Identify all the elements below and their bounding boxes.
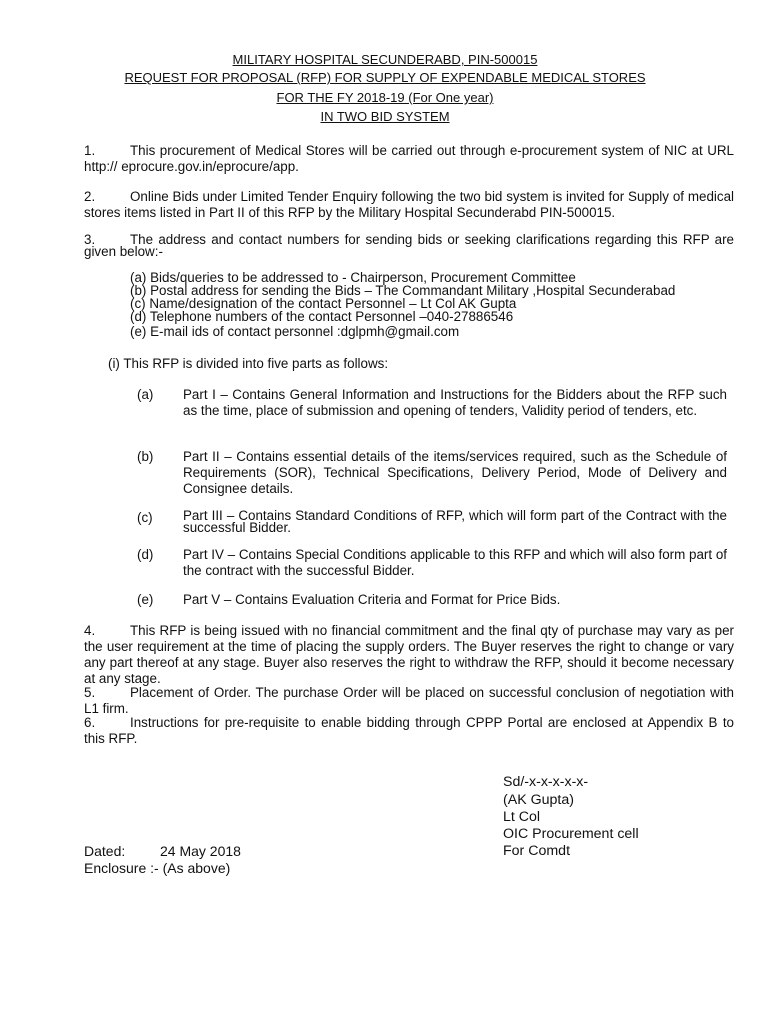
- paragraph-number: 6.: [84, 715, 96, 730]
- paragraph-text: This RFP is being issued with no financial commitment and the final qty of purchase may vary as per the user requirement at the time of placing the supply orders. The Buyer reserves the right to change or vary any part thereof at any stage. Buyer also reserves the right to withdraw the RFP, should it become necessary at any stage.: [84, 623, 734, 686]
- contact-item-telephone: (d) Telephone numbers of the contact Personnel –040-27886546: [130, 309, 514, 324]
- part-description: Part IV – Contains Special Conditions applicable to this RFP and which will also form part of the contract with the successful Bidder.: [183, 547, 727, 578]
- paragraph-number: 5.: [84, 685, 96, 700]
- dated-value: 24 May 2018: [160, 843, 241, 859]
- contact-item-contact-personnel: (c) Name/designation of the contact Personnel – Lt Col AK Gupta: [130, 296, 517, 311]
- paragraph-5: [84, 685, 734, 717]
- parts-intro: (i) This RFP is divided into five parts as follows:: [108, 356, 389, 371]
- header-fiscal-year: FOR THE FY 2018-19 (For One year): [276, 90, 494, 105]
- paragraph-text: This procurement of Medical Stores will be carried out through e-procurement system of NIC at URL http:// eprocure.gov.in/eprocure/app.: [84, 143, 734, 174]
- paragraph-3: [84, 234, 734, 258]
- signature-for-comdt: For Comdt: [503, 843, 571, 859]
- paragraph-4: [84, 623, 734, 687]
- paragraph-text: The address and contact numbers for sending bids or seeking clarifications regarding this RFP are given below:-: [84, 232, 734, 259]
- header-rfp-title: REQUEST FOR PROPOSAL (RFP) FOR SUPPLY OF EXPENDABLE MEDICAL STORES: [124, 70, 646, 85]
- signature-name: (AK Gupta): [503, 792, 574, 808]
- paragraph-number: 3.: [84, 232, 96, 247]
- header-bid-system: IN TWO BID SYSTEM: [320, 109, 450, 124]
- paragraph-text: Placement of Order. The purchase Order will be placed on successful conclusion of negotiation with L1 firm.: [84, 685, 734, 716]
- paragraph-1: [84, 143, 734, 175]
- part-label: (c): [137, 510, 153, 525]
- part-label: (e): [137, 592, 154, 607]
- paragraph-number: 2.: [84, 189, 96, 204]
- paragraph-6: [84, 715, 734, 747]
- part-description: Part III – Contains Standard Conditions of RFP, which will form part of the Contract with the successful Bidder.: [183, 508, 727, 535]
- signature-rank: Lt Col: [503, 809, 541, 825]
- part-label: (b): [137, 449, 154, 464]
- paragraph-number: 1.: [84, 143, 96, 158]
- signature-sd: Sd/-x-x-x-x-x-: [503, 774, 589, 790]
- enclosure-note: Enclosure :- (As above): [84, 860, 231, 876]
- contact-item-email: (e) E-mail ids of contact personnel :dglpmh@gmail.com: [130, 324, 460, 339]
- part-description: Part V – Contains Evaluation Criteria and Format for Price Bids.: [183, 592, 561, 607]
- part-label: (d): [137, 547, 154, 562]
- part-label: (a): [137, 387, 154, 402]
- paragraph-number: 4.: [84, 623, 96, 638]
- part-description: Part II – Contains essential details of the items/services required, such as the Schedule of Requirements (SOR), Technical Specifications, Delivery Period, Mode of Delivery and Consignee details.: [183, 449, 727, 496]
- part-description: Part I – Contains General Information and Instructions for the Bidders about the RFP such as the time, place of submission and opening of tenders, Validity period of tenders, etc.: [183, 387, 727, 418]
- paragraph-text: Instructions for pre-requisite to enable bidding through CPPP Portal are enclosed at Appendix B to this RFP.: [84, 715, 734, 746]
- dated-label: Dated:: [84, 843, 126, 859]
- contact-item-postal-address: (b) Postal address for sending the Bids – The Commandant Military ,Hospital Secunderabad: [130, 283, 676, 298]
- paragraph-text: Online Bids under Limited Tender Enquiry following the two bid system is invited for Supply of medical stores items listed in Part II of this RFP by the Military Hospital Secunderabd PIN-500015.: [84, 189, 734, 220]
- header-hospital-name: MILITARY HOSPITAL SECUNDERABD, PIN-500015: [232, 52, 538, 67]
- contact-item-bids-queries: (a) Bids/queries to be addressed to - Chairperson, Procurement Committee: [130, 270, 576, 285]
- paragraph-2: [84, 189, 734, 221]
- signature-designation: OIC Procurement cell: [503, 826, 639, 842]
